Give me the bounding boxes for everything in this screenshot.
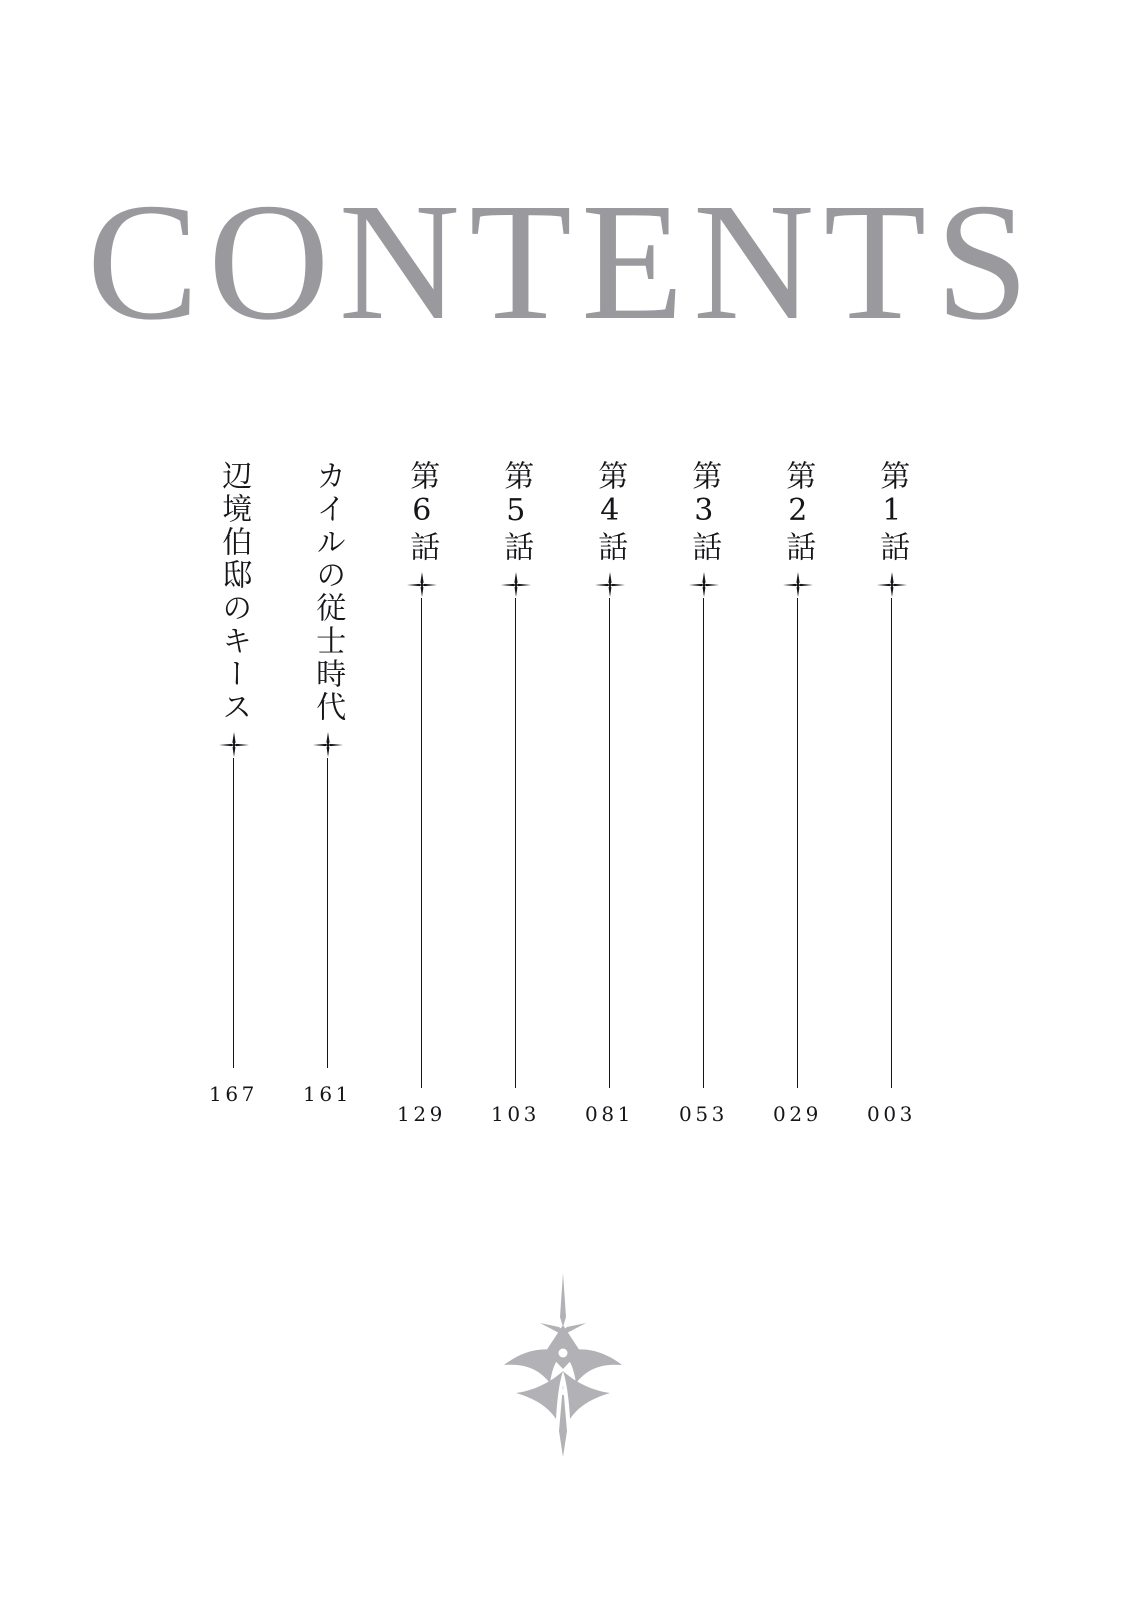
toc-entry[interactable] — [563, 460, 657, 1126]
toc-entry-page: 103 — [491, 1102, 540, 1126]
toc-entry-rule — [327, 758, 328, 1068]
toc-entry-rule — [515, 598, 516, 1088]
four-point-star-icon — [308, 732, 348, 758]
toc-entry[interactable] — [751, 460, 845, 1126]
toc-entry-label: 第3話 — [686, 460, 722, 564]
toc-entry-rule-wrap — [872, 564, 912, 1088]
toc-entry-label: 第5話 — [498, 460, 534, 564]
toc-entry-rule — [797, 598, 798, 1088]
toc-entry-page: 129 — [397, 1102, 446, 1126]
toc-entry-rule — [421, 598, 422, 1088]
toc-entry-page: 053 — [679, 1102, 728, 1126]
toc-entry-rule-wrap — [684, 564, 724, 1088]
four-point-star-icon — [402, 572, 442, 598]
toc-entry-rule — [233, 758, 234, 1068]
toc-entry-rule-wrap — [590, 564, 630, 1088]
toc-entry-page: 161 — [303, 1082, 352, 1106]
toc-entry-label: カイルの従士時代 — [310, 460, 346, 724]
toc-entry-rule-wrap — [778, 564, 818, 1088]
four-point-star-icon — [590, 572, 630, 598]
toc-entry-page: 029 — [773, 1102, 822, 1126]
page-title: CONTENTS — [86, 169, 1039, 355]
toc-entry-rule — [609, 598, 610, 1088]
toc-entry[interactable] — [187, 460, 281, 1106]
toc-entry-rule — [703, 598, 704, 1088]
toc-entry-rule-wrap — [308, 724, 348, 1068]
toc-entry[interactable] — [845, 460, 939, 1126]
toc-entry-label: 第1話 — [874, 460, 910, 564]
four-point-star-icon — [778, 572, 818, 598]
toc-entry-rule-wrap — [402, 564, 442, 1088]
toc-entry-label: 辺境伯邸のキース — [216, 460, 252, 724]
toc-entry[interactable] — [375, 460, 469, 1126]
toc-entry-page: 167 — [209, 1082, 258, 1106]
toc-entry-rule-wrap — [496, 564, 536, 1088]
fleur-emblem-icon — [0, 1265, 1125, 1465]
toc-entry-label: 第6話 — [404, 460, 440, 564]
toc-entry-list — [0, 460, 1125, 1180]
toc-entry-rule — [891, 598, 892, 1088]
toc-entry-label: 第4話 — [592, 460, 628, 564]
four-point-star-icon — [496, 572, 536, 598]
four-point-star-icon — [214, 732, 254, 758]
toc-entry-label: 第2話 — [780, 460, 816, 564]
four-point-star-icon — [684, 572, 724, 598]
toc-entry-page: 081 — [585, 1102, 634, 1126]
toc-entry-page: 003 — [867, 1102, 916, 1126]
toc-entry[interactable] — [657, 460, 751, 1126]
toc-entry[interactable] — [469, 460, 563, 1126]
toc-entry[interactable] — [281, 460, 375, 1106]
four-point-star-icon — [872, 572, 912, 598]
toc-entry-rule-wrap — [214, 724, 254, 1068]
